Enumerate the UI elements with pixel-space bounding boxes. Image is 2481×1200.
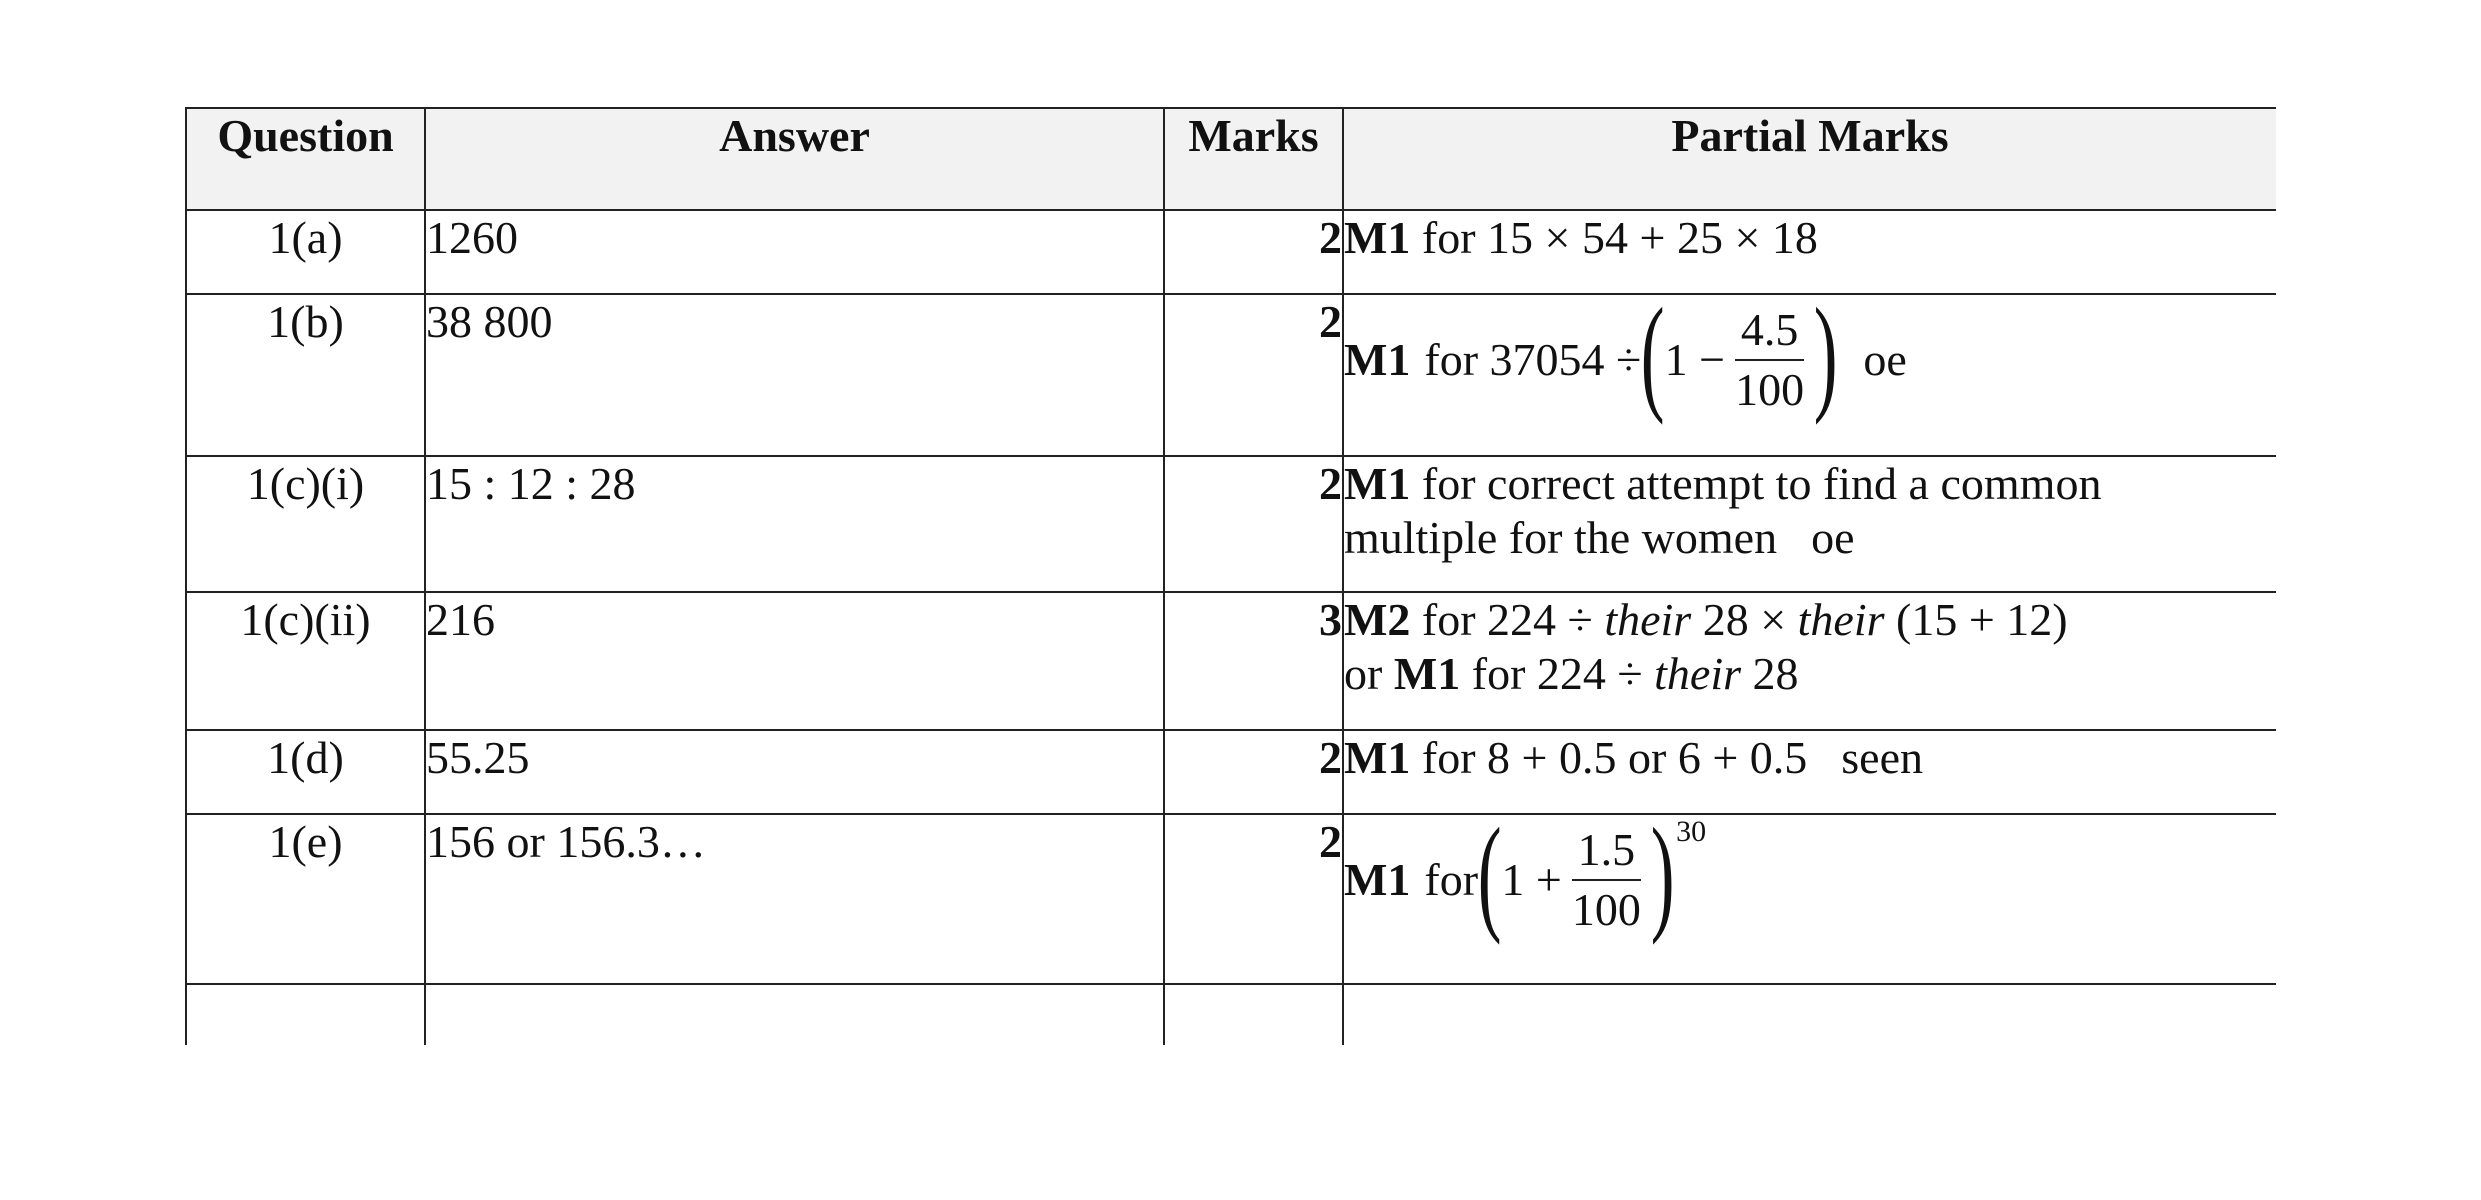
header-row xyxy=(186,108,2276,210)
table-row xyxy=(186,456,2276,592)
question-cell: 1(c)(ii) xyxy=(186,592,425,730)
partial-text: multiple for the women xyxy=(1344,512,1778,563)
answer-cell: 55.25 xyxy=(425,730,1164,814)
right-parenthesis: ) xyxy=(1650,802,1675,946)
marks-cell: 2 xyxy=(1164,456,1343,592)
right-parenthesis: ) xyxy=(1813,282,1838,426)
answer-cell: 1260 xyxy=(425,210,1164,294)
header-question: Question xyxy=(186,108,425,210)
partial-text: for 224 ÷ xyxy=(1471,648,1643,699)
exponent: 30 xyxy=(1676,815,1707,848)
their-word: their xyxy=(1654,648,1742,699)
partial-line-1 xyxy=(1344,457,2276,511)
formula-prefix: for 37054 ÷ xyxy=(1424,334,1642,385)
partial-marks-cell xyxy=(1343,802,2276,984)
formula-inner-prefix: 1 + xyxy=(1501,854,1562,905)
marks-cell: 2 xyxy=(1164,730,1343,814)
answer-cell: 15 : 12 : 28 xyxy=(425,456,1164,592)
mark-scheme-page xyxy=(185,107,2276,1137)
table-row xyxy=(186,592,2276,730)
partial-marks-cell xyxy=(1343,592,2276,730)
marks-cell: 2 xyxy=(1164,294,1343,456)
left-parenthesis: ( xyxy=(1477,802,1502,946)
oe-note: oe xyxy=(1863,334,1907,385)
partial-line-1 xyxy=(1344,593,2276,647)
formula-prefix: for xyxy=(1424,854,1479,905)
answer-cell: 156 or 156.3… xyxy=(425,814,1164,984)
marks-cell: 3 xyxy=(1164,592,1343,730)
mark-code: M1 xyxy=(1344,732,1411,783)
fraction-numerator: 4.5 xyxy=(1735,305,1805,361)
fraction-denominator: 100 xyxy=(1571,884,1641,935)
question-cell: 1(c)(i) xyxy=(186,456,425,592)
marks-cell: 2 xyxy=(1164,210,1343,294)
fraction-denominator: 100 xyxy=(1735,364,1805,415)
partial-marks-cell xyxy=(1343,210,2276,294)
answer-cell: 216 xyxy=(425,592,1164,730)
table-row xyxy=(186,210,2276,294)
partial-marks-cell xyxy=(1343,282,2276,456)
partial-text: 28 xyxy=(1752,648,1799,699)
their-word: their xyxy=(1797,594,1885,645)
table-row xyxy=(186,294,2276,456)
or-word: or xyxy=(1344,648,1383,699)
oe-note: oe xyxy=(1811,512,1855,563)
partial-text: (15 + 12) xyxy=(1896,594,2068,645)
formula xyxy=(1344,282,1907,426)
seen-note: seen xyxy=(1841,732,1924,783)
answer-cell xyxy=(425,984,1164,1045)
partial-line-2 xyxy=(1344,647,2276,701)
mark-code: M1 xyxy=(1344,458,1411,509)
fraction xyxy=(1566,825,1647,935)
marks-cell xyxy=(1164,984,1343,1045)
partial-text: for 224 ÷ xyxy=(1421,594,1593,645)
partial-text: 28 × xyxy=(1702,594,1787,645)
fraction xyxy=(1729,305,1810,415)
mark-code: M1 xyxy=(1344,854,1411,905)
table-row xyxy=(186,984,2276,1045)
left-parenthesis: ( xyxy=(1641,282,1665,426)
mark-code: M1 xyxy=(1393,648,1461,699)
partial-text: for 15 × 54 + 25 × 18 xyxy=(1421,212,1818,263)
header-marks: Marks xyxy=(1164,108,1343,210)
mark-code: M1 xyxy=(1344,334,1411,385)
answer-cell: 38 800 xyxy=(425,294,1164,456)
partial-marks-cell xyxy=(1343,456,2276,592)
header-partial-marks: Partial Marks xyxy=(1343,108,2276,210)
fraction-numerator: 1.5 xyxy=(1572,825,1642,881)
marks-cell: 2 xyxy=(1164,814,1343,984)
question-cell: 1(e) xyxy=(186,814,425,984)
question-cell xyxy=(186,984,425,1045)
mark-code: M2 xyxy=(1344,594,1411,645)
partial-line-2 xyxy=(1344,511,2276,565)
mark-scheme-table xyxy=(185,107,2276,1045)
question-cell: 1(d) xyxy=(186,730,425,814)
partial-marks-cell xyxy=(1343,984,2276,1045)
table-row xyxy=(186,814,2276,984)
their-word: their xyxy=(1604,594,1692,645)
question-cell: 1(a) xyxy=(186,210,425,294)
header-answer: Answer xyxy=(425,108,1164,210)
mark-code: M1 xyxy=(1344,212,1411,263)
question-cell: 1(b) xyxy=(186,294,425,456)
table-row xyxy=(186,730,2276,814)
partial-text: for correct attempt to find a common xyxy=(1421,458,2102,509)
partial-text: for 8 + 0.5 or 6 + 0.5 xyxy=(1421,732,1808,783)
formula-inner-prefix: 1 − xyxy=(1664,334,1726,385)
formula xyxy=(1344,802,1707,946)
